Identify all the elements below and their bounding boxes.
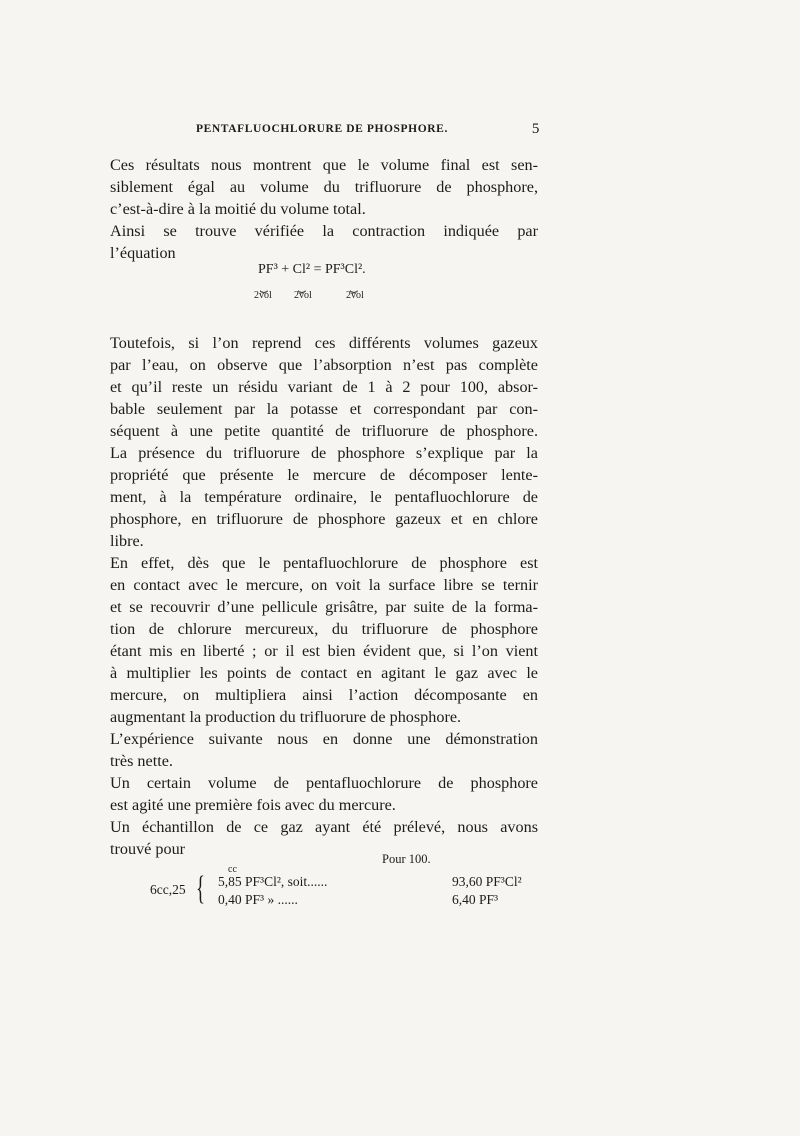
- body-line: phosphore, en trifluorure de phosphore gazeux et en chlore: [110, 510, 538, 528]
- body-line: tion de chlorure mercureux, du trifluorure de phosphore: [110, 620, 538, 638]
- body-line: mercure, on multipliera ainsi l’action décomposante en: [110, 686, 538, 704]
- body-line: est agité une première fois avec du mercure.: [110, 796, 396, 814]
- body-line: En effet, dès que le pentafluochlorure de phosphore est: [110, 554, 538, 572]
- left-brace-icon: {: [196, 870, 205, 907]
- body-line: trouvé pour: [110, 840, 186, 858]
- total-volume: 6cc,25: [150, 882, 186, 897]
- body-line: L’expérience suivante nous en donne une démonstration: [110, 730, 538, 748]
- body-line: ment, à la température ordinaire, le pentafluochlorure de: [110, 488, 538, 506]
- body-line: Un échantillon de ce gaz ayant été prélevé, nous avons: [110, 818, 538, 836]
- body-line: Ces résultats nous montrent que le volume final est sen-: [110, 156, 538, 174]
- body-line: l’équation: [110, 244, 176, 262]
- body-line: bable seulement par la potasse et correspondant par con-: [110, 400, 538, 418]
- volume-braces: [254, 278, 418, 308]
- table-row-volume: 0,40 PF³ » ......: [218, 892, 298, 907]
- page-number: 5: [531, 121, 540, 137]
- body-line: étant mis en liberté ; or il est bien évident que, si l’on vient: [110, 642, 538, 660]
- running-title: PENTAFLUOCHLORURE DE PHOSPHORE.: [196, 123, 448, 135]
- body-line: augmentant la production du trifluorure de phosphore.: [110, 708, 462, 726]
- unit-label: cc: [228, 864, 237, 875]
- body-line: La présence du trifluorure de phosphore s’explique par la: [110, 444, 538, 462]
- body-line: séquent à une petite quantité de trifluorure de phosphore.: [110, 422, 538, 440]
- body-line: à multiplier les points de contact en agitant le gaz avec le: [110, 664, 538, 682]
- body-line: Ainsi se trouve vérifiée la contraction indiquée par: [110, 222, 538, 240]
- underbrace-icon: ⏟: [298, 278, 306, 293]
- body-line: en contact avec le mercure, on voit la surface libre se ternir: [110, 576, 538, 594]
- chemical-equation: [254, 262, 418, 308]
- percent-column-header: Pour 100.: [382, 852, 431, 866]
- equation-formula: PF³ + Cl² = PF³Cl².: [258, 262, 366, 277]
- body-line: Toutefois, si l’on reprend ces différents volumes gazeux: [110, 334, 538, 352]
- body-line: très nette.: [110, 752, 173, 770]
- volume-label: 2vol: [294, 290, 312, 301]
- body-line: et qu’il reste un résidu variant de 1 à 2 pour 100, absor-: [110, 378, 538, 396]
- table-row-percent: 6,40 PF³: [452, 892, 499, 907]
- body-line: par l’eau, on observe que l’absorption n’est pas complète: [110, 356, 538, 374]
- composition-table: [150, 864, 550, 914]
- body-line: c’est-à-dire à la moitié du volume total.: [110, 200, 366, 218]
- volume-label: 2vol: [254, 290, 272, 301]
- table-row-percent: 93,60 PF³Cl²: [452, 874, 522, 889]
- volume-label: 2vol: [346, 290, 364, 301]
- underbrace-icon: ⏟: [260, 278, 268, 293]
- table-row-volume: 5,85 PF³Cl², soit......: [218, 874, 328, 889]
- body-line: propriété que présente le mercure de décomposer lente-: [110, 466, 538, 484]
- underbrace-icon: ⏟: [350, 278, 358, 293]
- body-line: siblement égal au volume du trifluorure de phosphore,: [110, 178, 538, 196]
- body-line: Un certain volume de pentafluochlorure de phosphore: [110, 774, 538, 792]
- body-line: libre.: [110, 532, 144, 550]
- running-header: [196, 123, 540, 135]
- body-line: et se recouvrir d’une pellicule grisâtre, par suite de la forma-: [110, 598, 538, 616]
